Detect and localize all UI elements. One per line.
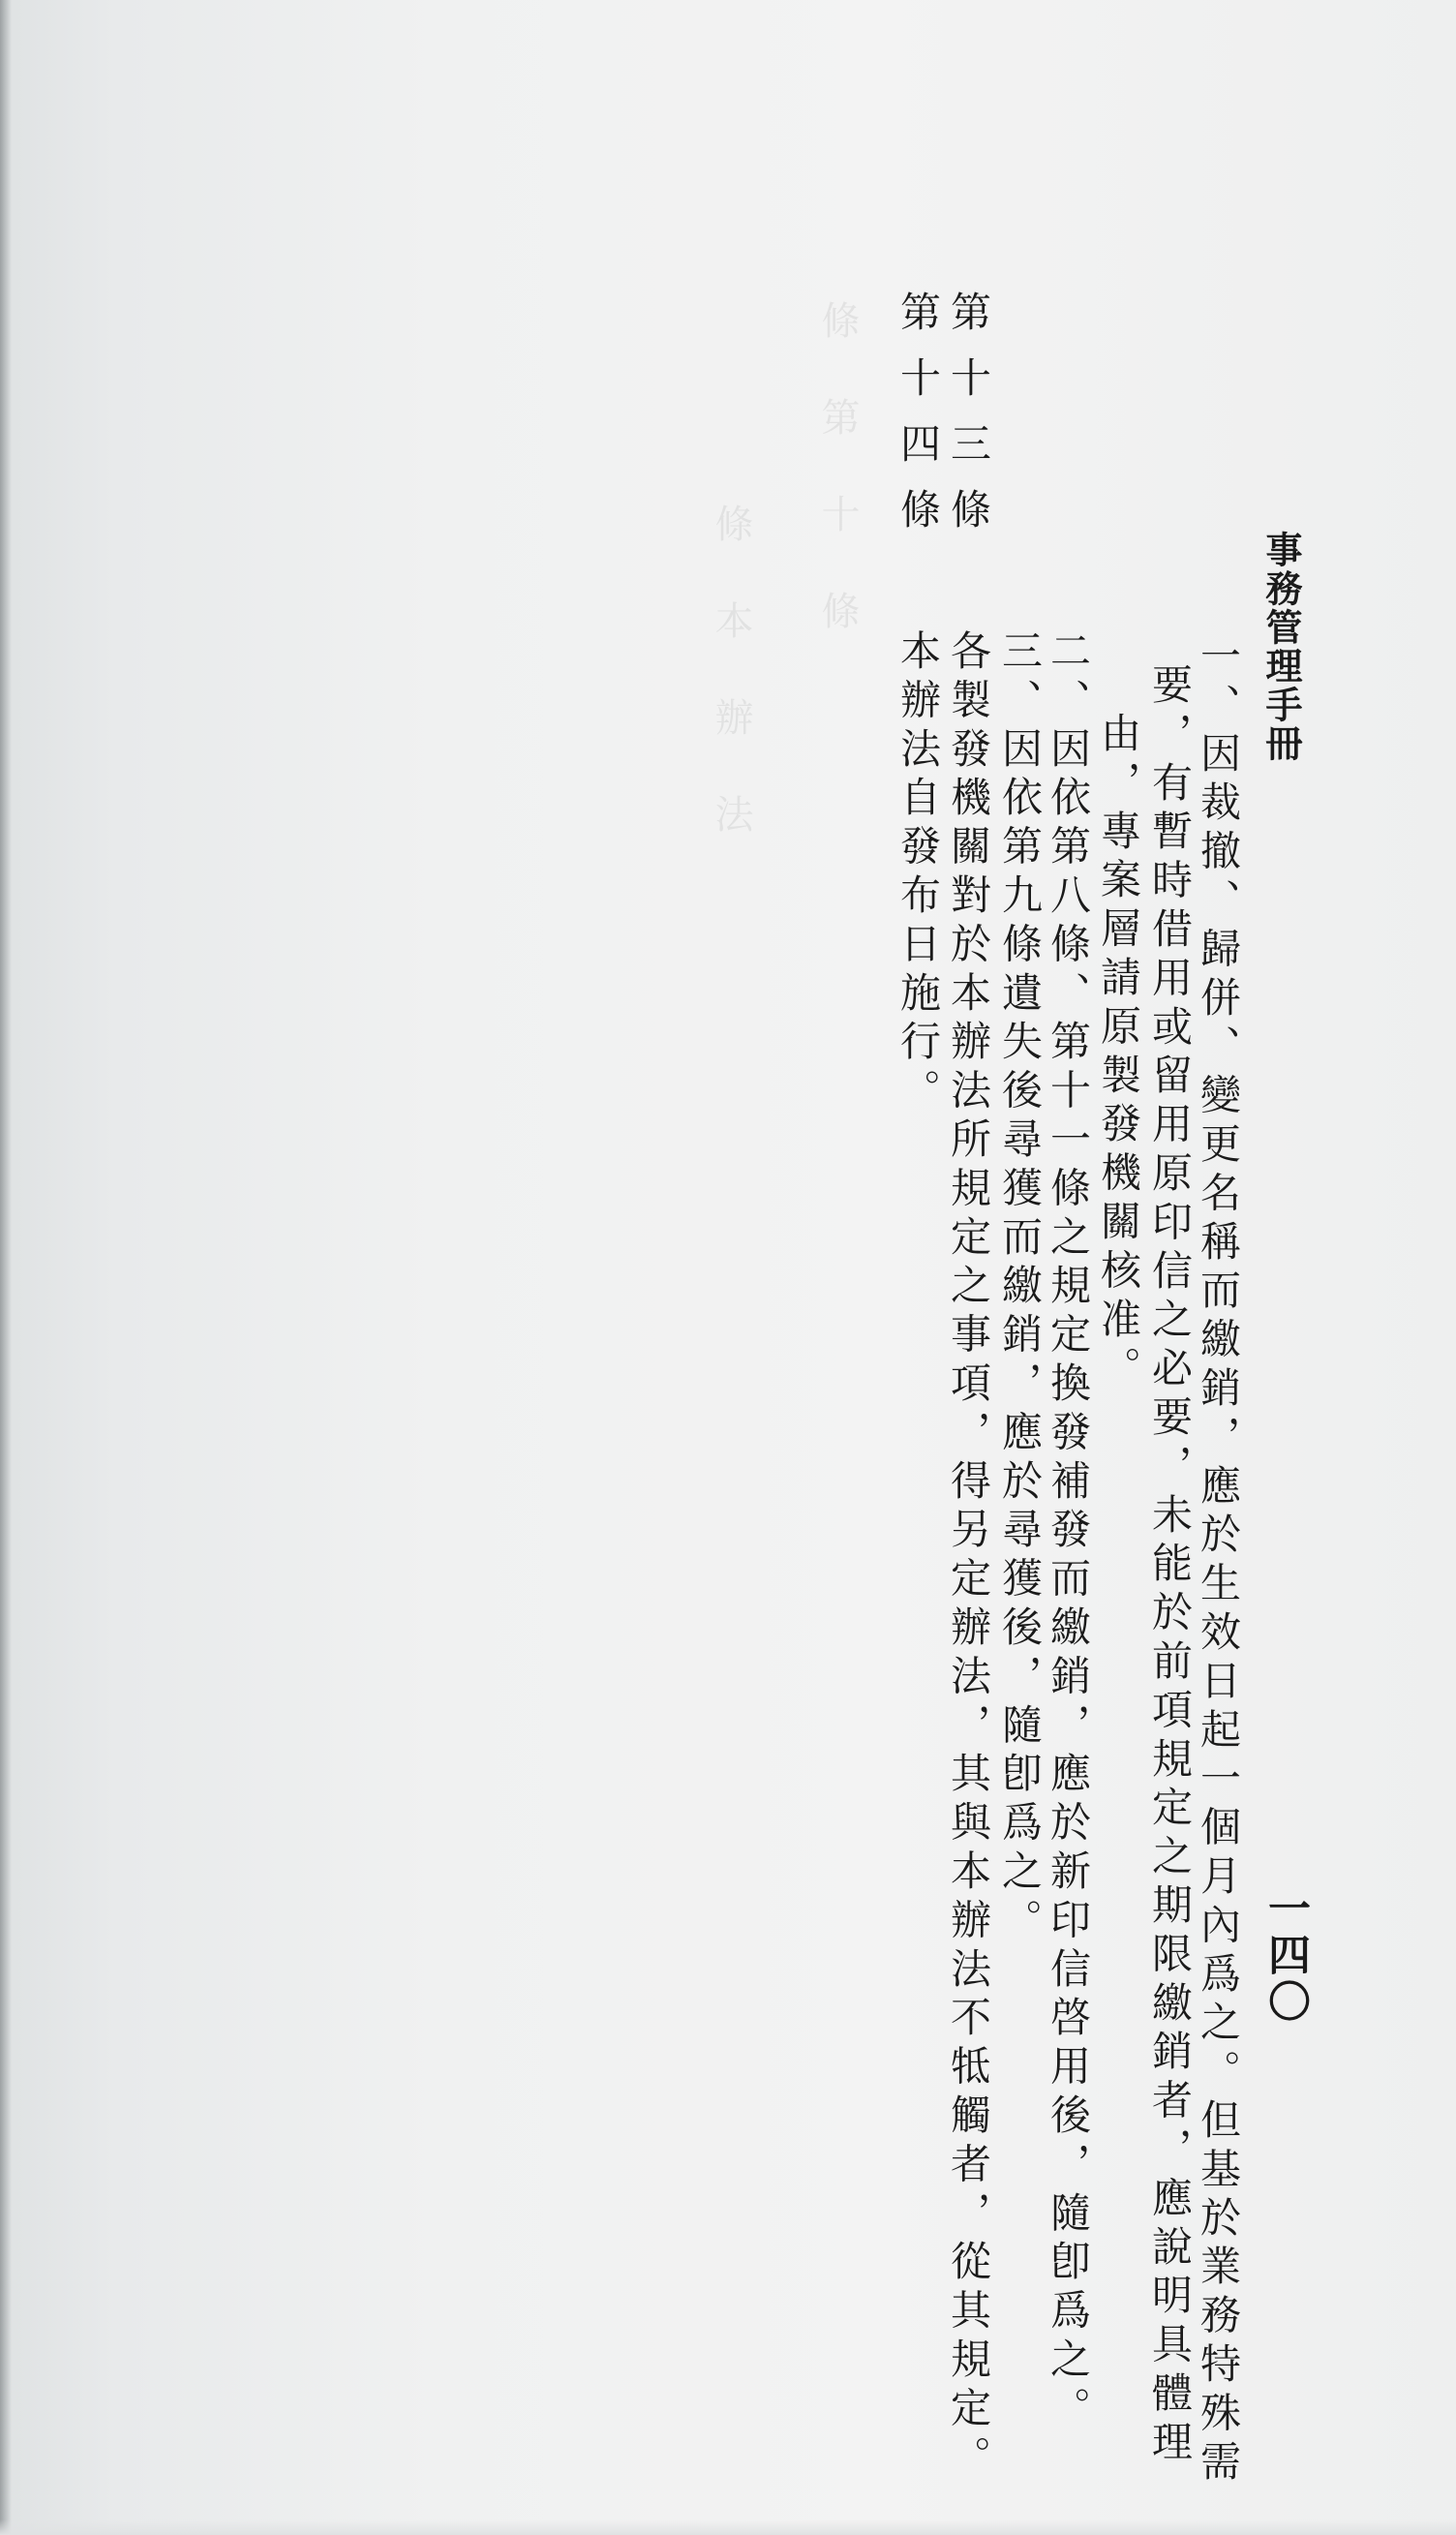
item-1-line-1: 一、因裁撤、歸併、變更名稱而繳銷，應於生效日起一個月內爲之。但基於業務特殊需 <box>1195 634 1242 2489</box>
article-13-label: 第十三條 <box>945 290 992 554</box>
article-13-text: 各製發機關對於本辦法所規定之事項，得另定辦法，其與本辦法不牴觸者，從其規定。 <box>945 629 992 2485</box>
item-2: 二、因依第八條、第十一條之規定換發補發而繳銷，應於新印信啓用後，隨卽爲之。 <box>1045 629 1092 2435</box>
page-bottom-edge <box>0 2520 1456 2535</box>
article-14-label: 第十四條 <box>895 290 942 554</box>
page-number: 一四〇 <box>1260 1886 1310 2026</box>
bleed-through-text: 條 第 十 條 <box>815 300 860 639</box>
item-3: 三、因依第九條遺失後尋獲而繳銷，應於尋獲後，隨卽爲之。 <box>996 629 1044 1947</box>
bleed-through-text: 條 本 辦 法 <box>709 504 753 842</box>
article-14-text: 本辦法自發布日施行。 <box>895 629 942 1117</box>
page-edge-shadow <box>0 0 12 2535</box>
item-1-line-3: 由，專案層請原製發機關核准。 <box>1095 712 1142 1395</box>
running-header-title: 事務管理手冊 <box>1259 531 1303 763</box>
item-1-line-2: 要，有暫時借用或留用原印信之必要，未能於前項規定之期限繳銷者，應說明具體理 <box>1146 663 1194 2469</box>
